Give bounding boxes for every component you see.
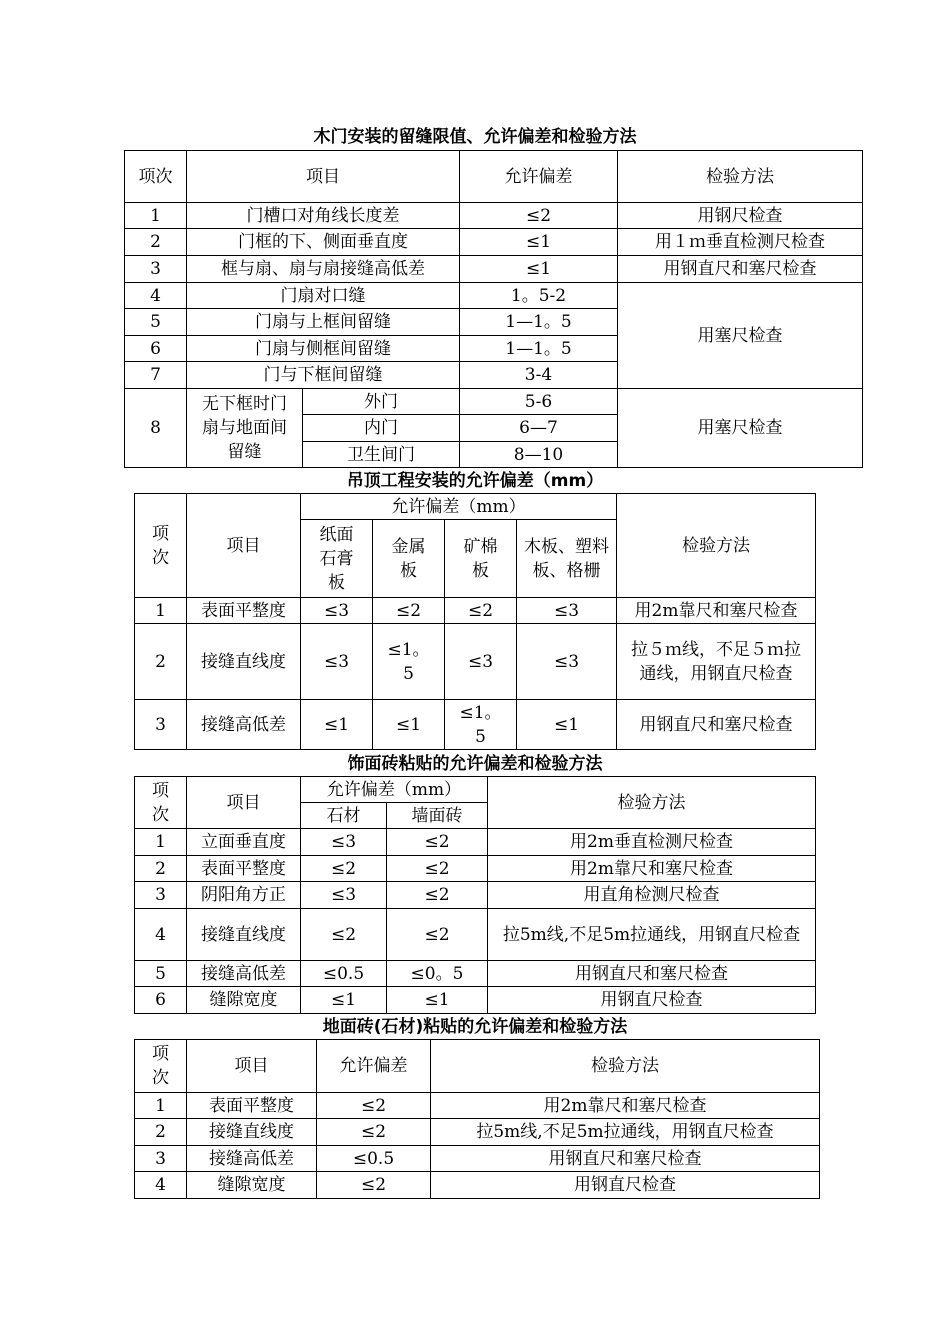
header-item: 项目: [187, 1040, 317, 1093]
cell-item: 表面平整度: [187, 1093, 317, 1119]
header-material: 纸面石膏板: [301, 520, 373, 598]
header-material: 矿棉板: [445, 520, 517, 598]
cell-item: 表面平整度: [187, 598, 301, 624]
cell-item: 门框的下、侧面垂直度: [187, 229, 460, 256]
cell-tolerance: 1。5-2: [460, 283, 618, 309]
table2-title: 吊顶工程安装的允许偏差（mm）: [346, 471, 604, 491]
cell-no: 5: [135, 961, 187, 987]
cell-item: 门扇与侧框间留缝: [187, 336, 460, 362]
cell-no: 8: [125, 389, 187, 468]
cell-value: ≤2: [387, 856, 488, 882]
table-row: [135, 624, 816, 700]
cell-value: ≤2: [387, 829, 488, 856]
header-method: 检验方法: [488, 777, 816, 829]
cell-method: 用2m靠尺和塞尺检查: [488, 856, 816, 882]
header-item: 项目: [187, 777, 301, 829]
header-no: 项次: [135, 1040, 187, 1093]
table1-title: 木门安装的留缝限值、允许偏差和检验方法: [313, 127, 637, 147]
cell-value: ≤1: [301, 987, 387, 1014]
cell-tolerance: 1—1。5: [460, 336, 618, 362]
cell-value: ≤3: [517, 624, 617, 700]
cell-item: 门扇与上框间留缝: [187, 309, 460, 336]
table-row: [135, 598, 816, 624]
cell-method: 用１ｍ垂直检测尺检查: [618, 229, 863, 256]
cell-value: ≤2: [445, 598, 517, 624]
cell-tolerance: ≤2: [317, 1093, 431, 1119]
table-row: [125, 283, 863, 309]
cell-method: 用2m靠尺和塞尺检查: [431, 1093, 820, 1119]
cell-method: 用钢直尺和塞尺检查: [617, 700, 816, 750]
cell-no: 6: [125, 336, 187, 362]
table-row: [125, 256, 863, 283]
cell-no: 1: [135, 829, 187, 856]
cell-tolerance: ≤1: [460, 229, 618, 256]
cell-tolerance: 6—7: [460, 415, 618, 442]
header-material: 木板、塑料板、格栅: [517, 520, 617, 598]
cell-item: 门扇对口缝: [187, 283, 460, 309]
cell-value: ≤1。5: [373, 624, 445, 700]
cell-value: ≤0。5: [387, 961, 488, 987]
table-row: [135, 829, 816, 856]
table-row: [135, 1119, 820, 1146]
cell-value: ≤3: [301, 882, 387, 909]
cell-tolerance: ≤0.5: [317, 1146, 431, 1172]
cell-method: 用钢直尺和塞尺检查: [488, 961, 816, 987]
cell-no: 3: [125, 256, 187, 283]
cell-item: 门槽口对角线长度差: [187, 203, 460, 229]
cell-item: 无下框时门扇与地面间留缝: [187, 389, 303, 468]
header-no: 项次: [125, 151, 187, 203]
cell-method: 拉５ｍ线，不足５ｍ拉通线，用钢直尺检查: [617, 624, 816, 700]
cell-subitem: 内门: [303, 415, 460, 442]
header-tolerance: 允许偏差: [460, 151, 618, 203]
table4-floor-tile: [134, 1039, 820, 1199]
cell-value: ≤1。5: [445, 700, 517, 750]
cell-value: ≤2: [373, 598, 445, 624]
cell-tolerance: 8—10: [460, 442, 618, 468]
cell-item: 接缝直线度: [187, 1119, 317, 1146]
cell-method: 用钢直尺检查: [488, 987, 816, 1014]
cell-no: 3: [135, 700, 187, 750]
table-row: [135, 909, 816, 961]
cell-tolerance: ≤2: [460, 203, 618, 229]
header-tolerance: 允许偏差: [317, 1040, 431, 1093]
cell-method: 拉5m线,不足5m拉通线，用钢直尺检查: [488, 909, 816, 961]
header-material: 金属板: [373, 520, 445, 598]
cell-no: 1: [135, 1093, 187, 1119]
cell-no: 5: [125, 309, 187, 336]
table-row: [135, 700, 816, 750]
header-material: 石材: [301, 803, 387, 829]
cell-method: 用直角检测尺检查: [488, 882, 816, 909]
table-row: [135, 987, 816, 1014]
cell-item: 接缝高低差: [187, 961, 301, 987]
cell-no: 2: [135, 856, 187, 882]
cell-no: 3: [135, 882, 187, 909]
cell-value: ≤2: [387, 882, 488, 909]
table1-wood-door: [124, 150, 863, 468]
cell-no: 4: [135, 1172, 187, 1199]
table-row: [125, 203, 863, 229]
cell-value: ≤3: [301, 829, 387, 856]
cell-method: 用2m垂直检测尺检查: [488, 829, 816, 856]
cell-method: 拉5m线,不足5m拉通线，用钢直尺检查: [431, 1119, 820, 1146]
header-item: 项目: [187, 151, 460, 203]
cell-method: 用钢直尺和塞尺检查: [618, 256, 863, 283]
cell-no: 1: [135, 598, 187, 624]
cell-no: 4: [135, 909, 187, 961]
cell-no: 2: [125, 229, 187, 256]
table2-ceiling: [134, 493, 816, 750]
cell-no: 7: [125, 362, 187, 389]
table-row: [135, 961, 816, 987]
cell-method: 用塞尺检查: [618, 389, 863, 468]
cell-tolerance: ≤2: [317, 1172, 431, 1199]
cell-tolerance: ≤2: [317, 1119, 431, 1146]
header-item: 项目: [187, 494, 301, 598]
cell-method: 用钢尺检查: [618, 203, 863, 229]
cell-item: 表面平整度: [187, 856, 301, 882]
cell-method: 用钢直尺和塞尺检查: [431, 1146, 820, 1172]
cell-value: ≤1: [301, 700, 373, 750]
table-row: [125, 229, 863, 256]
table1-header-row: [125, 151, 863, 203]
cell-value: ≤3: [301, 598, 373, 624]
table3-title: 饰面砖粘贴的允许偏差和检验方法: [347, 754, 603, 774]
cell-method: 用2m靠尺和塞尺检查: [617, 598, 816, 624]
cell-no: 2: [135, 1119, 187, 1146]
cell-item: 接缝高低差: [187, 1146, 317, 1172]
cell-item: 阴阳角方正: [187, 882, 301, 909]
cell-tolerance: 5-6: [460, 389, 618, 415]
cell-item: 接缝直线度: [187, 624, 301, 700]
table2-header-row: [135, 494, 816, 520]
cell-value: ≤2: [301, 856, 387, 882]
cell-value: ≤0.5: [301, 961, 387, 987]
cell-item: 门与下框间留缝: [187, 362, 460, 389]
cell-no: 1: [125, 203, 187, 229]
cell-item: 缝隙宽度: [187, 1172, 317, 1199]
cell-value: ≤1: [387, 987, 488, 1014]
header-method: 检验方法: [617, 494, 816, 598]
table3-wall-tile: [134, 776, 816, 1014]
cell-item: 框与扇、扇与扇接缝高低差: [187, 256, 460, 283]
cell-no: 6: [135, 987, 187, 1014]
cell-tolerance: ≤1: [460, 256, 618, 283]
cell-item: 接缝直线度: [187, 909, 301, 961]
cell-subitem: 卫生间门: [303, 442, 460, 468]
cell-value: ≤3: [517, 598, 617, 624]
cell-tolerance: 3-4: [460, 362, 618, 389]
cell-value: ≤3: [301, 624, 373, 700]
table-row: [135, 1172, 820, 1199]
header-method: 检验方法: [618, 151, 863, 203]
header-method: 检验方法: [431, 1040, 820, 1093]
table-row: [135, 882, 816, 909]
table-row: [125, 389, 863, 415]
cell-no: 2: [135, 624, 187, 700]
cell-subitem: 外门: [303, 389, 460, 415]
cell-no: 4: [125, 283, 187, 309]
cell-value: ≤2: [301, 909, 387, 961]
table-row: [135, 1146, 820, 1172]
cell-value: ≤3: [445, 624, 517, 700]
cell-value: ≤1: [373, 700, 445, 750]
cell-item: 缝隙宽度: [187, 987, 301, 1014]
cell-method: 用钢直尺检查: [431, 1172, 820, 1199]
header-no: 项次: [135, 777, 187, 829]
header-tolerance-group: 允许偏差（mm）: [301, 494, 617, 520]
header-material: 墙面砖: [387, 803, 488, 829]
cell-value: ≤1: [517, 700, 617, 750]
cell-value: ≤2: [387, 909, 488, 961]
header-no: 项次: [135, 494, 187, 598]
cell-tolerance: 1—1。5: [460, 309, 618, 336]
header-tolerance-group: 允许偏差（mm）: [301, 777, 488, 803]
cell-method: 用塞尺检查: [618, 283, 863, 389]
cell-item: 接缝高低差: [187, 700, 301, 750]
cell-no: 3: [135, 1146, 187, 1172]
table3-header-row: [135, 777, 816, 803]
table4-header-row: [135, 1040, 820, 1093]
cell-item: 立面垂直度: [187, 829, 301, 856]
table-row: [135, 1093, 820, 1119]
table4-title: 地面砖(石材)粘贴的允许偏差和检验方法: [322, 1017, 628, 1037]
table-row: [135, 856, 816, 882]
